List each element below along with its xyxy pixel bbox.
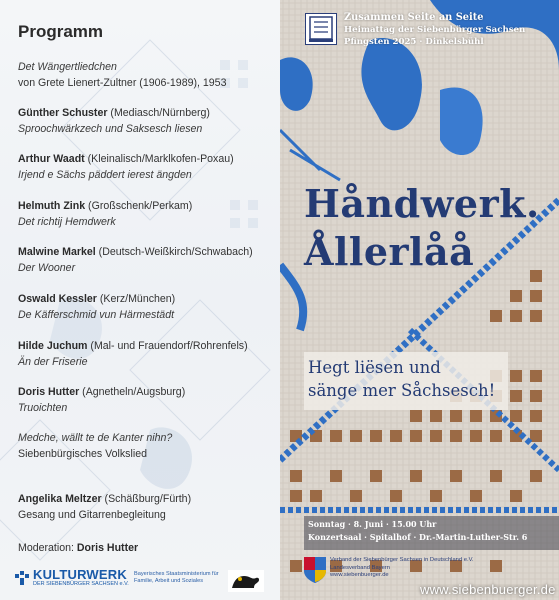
event-venue: Konzertsaal · Spitalhof · Dr.-Martin-Luther-Str. 6 (308, 532, 528, 542)
program-entry (18, 491, 276, 523)
moderation-label: Moderation: (18, 542, 77, 554)
main-title-line1: Håndwerk. (304, 181, 540, 226)
ministry-line2: Familie, Arbeit und Soziales (134, 578, 204, 584)
verband-line1: Verband der Siebenbürger Sachsen in Deutschland e.V. (330, 557, 474, 563)
performer-name: Helmuth Zink (18, 200, 86, 212)
moderation-line (18, 540, 276, 556)
kulturwerk-logo (14, 568, 129, 588)
ministry-logo-text (134, 571, 219, 585)
kulturwerk-name: KULTURWERK (33, 567, 127, 582)
performer-place: (Kerz/München) (96, 293, 176, 305)
event-date-time: Sonntag · 8. Juni · 15.00 Uhr (308, 519, 437, 529)
header-motto: Zusammen Seite an Seite (344, 12, 484, 23)
performer-role: Gesang und Gitarrenbegleitung (18, 509, 166, 521)
performer-place: (Deutsch-Weißkirch/Schwabach) (95, 246, 253, 258)
piece-title: Än der Friserie (18, 356, 88, 368)
performer-place: (Agnetheln/Augsburg) (79, 386, 186, 398)
program-title: Programm (18, 22, 104, 41)
main-title (304, 180, 540, 276)
song-note: Siebenbürgisches Volkslied (18, 448, 147, 460)
performer-place: (Mal- und Frauendorf/Rohrenfels) (87, 340, 248, 352)
performer-name: Hilde Juchum (18, 340, 88, 352)
ministry-line1: Bayerisches Staatsministerium für (134, 571, 219, 577)
program-entry (18, 338, 276, 370)
piece-title: Sproochwärkzech und Saksesch liesen (18, 123, 203, 135)
performer-place: (Großschenk/Perkam) (85, 200, 193, 212)
performer-place: (Schäßburg/Fürth) (101, 493, 192, 505)
cover-panel (280, 0, 559, 600)
performer-name: Doris Hutter (18, 386, 80, 398)
piece-title: Der Wooner (18, 262, 76, 274)
piece-title: Truoichten (18, 402, 68, 414)
kulturwerk-subtitle: DER SIEBENBÜRGER SACHSEN e.V. (33, 581, 129, 587)
piece-title: Irjend e Sächs päddert ierest ängden (18, 169, 192, 181)
verband-text (330, 557, 474, 580)
event-header (344, 12, 525, 48)
performer-place: (Kleinalisch/Marklkofen-Poxau) (84, 153, 234, 165)
subtitle (308, 356, 495, 402)
performer-place: (Mediasch/Nürnberg) (107, 107, 210, 119)
header-date-place: Pfingsten 2025 · Dinkelsbühl (344, 37, 484, 47)
verband-coat-of-arms-icon (302, 555, 328, 585)
verband-line2: Landesverband Bayern (330, 564, 390, 571)
event-info (308, 518, 527, 544)
subtitle-line1: Hegt liësen und (308, 358, 441, 377)
piece-title: De Käfferschmid vun Härmestädt (18, 309, 175, 321)
piece-title: Det richtij Hemdwerk (18, 216, 116, 228)
program-entry (18, 291, 276, 323)
moderation-name: Doris Hutter (76, 542, 139, 554)
performer-name: Arthur Waadt (18, 153, 85, 165)
header-event: Heimattag der Siebenbürger Sachsen (344, 25, 526, 35)
subtitle-line2: sänge mer Såchsesch! (308, 381, 496, 400)
program-entry (18, 430, 276, 462)
entry-author: von Grete Lienert-Zultner (1906-1989), 1953 (18, 77, 227, 89)
embroidery-background (280, 0, 559, 600)
main-title-line2: Ållerlåå (304, 229, 475, 274)
performer-name: Günther Schuster (18, 107, 108, 119)
performer-name: Oswald Kessler (18, 293, 97, 305)
program-entry (18, 59, 276, 91)
program-entry (18, 105, 276, 137)
program-entry (18, 151, 276, 183)
sponsor-logos (14, 568, 276, 594)
program-entry (18, 244, 276, 276)
performer-name: Angelika Meltzer (18, 493, 102, 505)
bavarian-lion-icon (228, 570, 264, 592)
kulturwerk-mark-icon (14, 570, 30, 586)
song-title: Medche, wällt te de Kanter nihn? (18, 432, 173, 444)
program-entry (18, 384, 276, 416)
website-watermark: www.siebenbuerger.de (420, 582, 556, 597)
heimattag-crest-icon (305, 13, 337, 45)
program-entry (18, 198, 276, 230)
performer-name: Malwine Markel (18, 246, 96, 258)
entry-title: Det Wängertliedchen (18, 61, 117, 73)
verband-line3: www.siebenbuerger.de (330, 572, 389, 578)
